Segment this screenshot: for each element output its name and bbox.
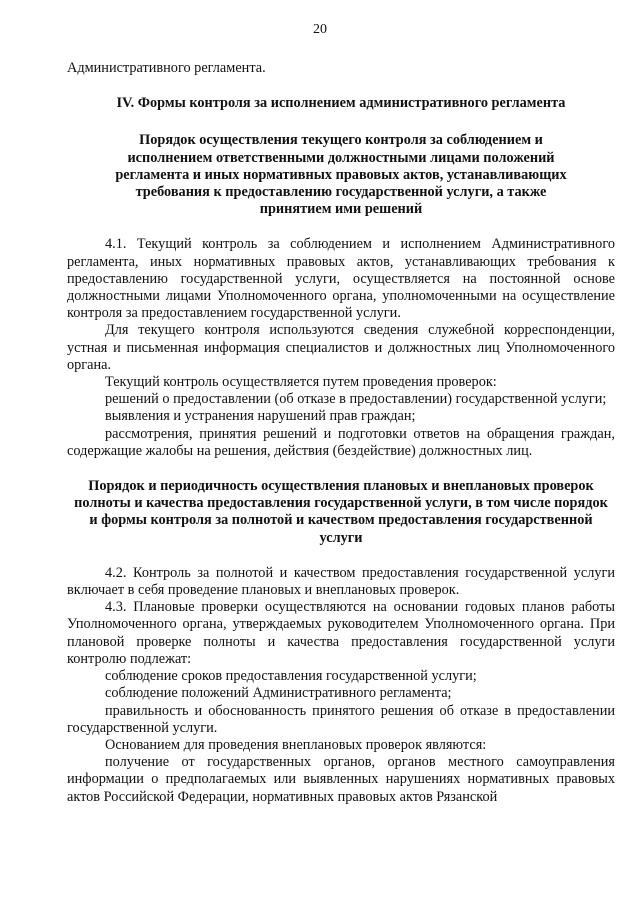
paragraph-check-violations: выявления и устранения нарушений прав граждан; (105, 408, 416, 425)
page-number: 20 (313, 22, 327, 37)
paragraph-4-3: 4.3. Плановые проверки осуществляются на основании годовых планов работы Уполномоченного органа, утверждаемых руководителем Уполномоченного органа. При плановой проверке полноты и качества предоставления государственной услуги контролю подлежат: (67, 599, 615, 667)
paragraph-4-2: 4.2. Контроль за полнотой и качеством предоставления государственной услуги включает в себя проведение плановых и внеплановых проверок. (67, 564, 615, 599)
paragraph-unplanned-intro: Основанием для проведения внеплановых проверок являются: (105, 736, 487, 753)
paragraph-correspondence: Для текущего контроля используются сведения служебной корреспонденции, устная и письменная информация специалистов и должностных лиц Уполномоченного органа. (67, 322, 615, 373)
section-title: IV. Формы контроля за исполнением административного регламента (116, 95, 566, 112)
paragraph-check-appeals: рассмотрения, принятия решений и подготовки ответов на обращения граждан, содержащие жалобы на решения, действия (бездействие) должностных лиц. (67, 425, 615, 459)
subsection-title-planned-checks: Порядок и периодичность осуществления плановых и внеплановых проверок полноты и качества предоставления государственной услуги, в том числе порядок и формы контроля за полнотой и качеством предоставления государственной услуги (74, 478, 608, 546)
paragraph-deadlines: соблюдение сроков предоставления государственной услуги; (105, 668, 477, 685)
document-body (67, 60, 615, 806)
paragraph-4-1: 4.1. Текущий контроль за соблюдением и исполнением Административного регламента, иных нормативных правовых актов, устанавливающих требования к предоставлению государственной услуги, осуществляется на постоянной основе должностными лицами Уполномоченного органа, уполномоченными на осуществление контроля за предоставлением государственной услуги. (67, 236, 615, 322)
paragraph-check-decisions: решений о предоставлении (об отказе в предоставлении) государственной услуги; (105, 391, 607, 408)
subsection-title-current-control: Порядок осуществления текущего контроля за соблюдением и исполнением ответственными должностными лицами положений регламента и иных нормативных правовых актов, устанавливающих требования к предоставлению государственной услуги, а также принятием ими решений (115, 132, 567, 218)
paragraph-refusal-validity: правильность и обоснованность принятого решения об отказе в предоставлении государственной услуги. (67, 702, 615, 736)
carryover-text: Административного регламента. (67, 60, 266, 76)
paragraph-regulation-provisions: соблюдение положений Административного регламента; (105, 685, 452, 702)
paragraph-unplanned-grounds: получение от государственных органов, органов местного самоуправления информации о предполагаемых или выявленных нарушениях нормативных правовых актов Российской Федерации, нормативных правовых актов Рязанской (67, 754, 615, 805)
paragraph-checks-intro: Текущий контроль осуществляется путем проведения проверок: (105, 374, 497, 391)
